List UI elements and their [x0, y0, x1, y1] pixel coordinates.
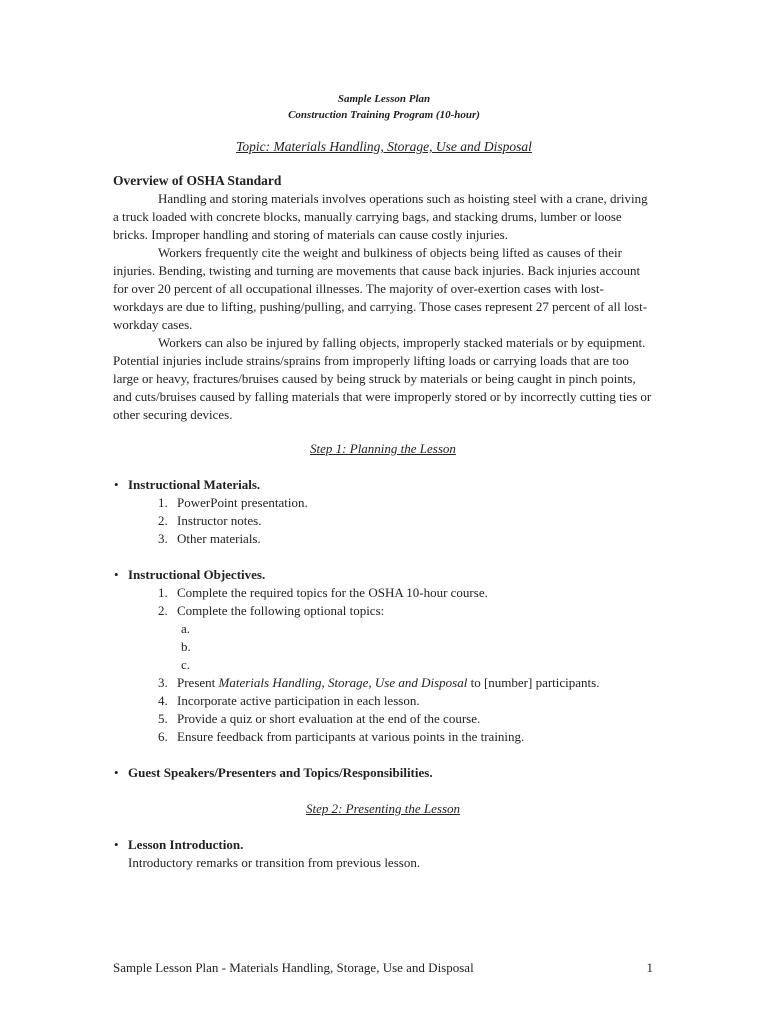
topic-heading: Topic: Materials Handling, Storage, Use and Disposal	[236, 139, 532, 154]
guest-speakers-heading: • Guest Speakers/Presenters and Topics/Responsibilities.	[113, 764, 653, 782]
document-body	[113, 172, 653, 872]
list-item: 3. Other materials.	[158, 531, 261, 546]
doc-header-title: Sample Lesson Plan	[337, 93, 431, 105]
step2-heading: Step 2: Presenting the Lesson	[305, 801, 461, 816]
lesson-intro-heading: • Lesson Introduction.	[113, 836, 653, 854]
overview-paragraph-3: Workers can also be injured by falling objects, improperly stacked materials or by equipment. Potential injuries include strains/sprains from improperly lifting loads or carrying loads that are too large or heavy, fractures/bruises caused by being struck by materials or being caught in pinch points, and cuts/bruises caused by falling materials that were improperly stored or by incorrectly cutting ties or other securing devices.	[113, 335, 652, 422]
list-item: 2. Complete the following optional topics:	[158, 603, 385, 618]
list-item: 6. Ensure feedback from participants at various points in the training.	[158, 729, 525, 744]
step1-heading: Step 1: Planning the Lesson	[310, 441, 456, 456]
doc-header-subtitle: Construction Training Program (10-hour)	[288, 109, 480, 121]
list-item: 5. Provide a quiz or short evaluation at the end of the course.	[158, 711, 481, 726]
sub-item: a.	[181, 621, 191, 636]
materials-list	[113, 494, 653, 548]
list-item: 1. Complete the required topics for the OSHA 10-hour course.	[158, 585, 488, 600]
page-footer	[113, 960, 653, 976]
lesson-intro-text: Introductory remarks or transition from previous lesson.	[128, 855, 421, 870]
sub-item: c.	[181, 657, 191, 672]
list-item: 3. Present Materials Handling, Storage, Use and Disposal to [number] participants.	[158, 675, 600, 690]
sub-item: b.	[181, 639, 191, 654]
materials-heading: • Instructional Materials.	[113, 476, 653, 494]
list-item: 4. Incorporate active participation in each lesson.	[158, 693, 420, 708]
overview-paragraph-1: Handling and storing materials involves operations such as hoisting steel with a crane, driving a truck loaded with concrete blocks, manually carrying bags, and stacking drums, lumber or loose bricks. Improper handling and storing of materials can cause costly injuries.	[113, 191, 648, 242]
page-number: 1	[646, 960, 653, 975]
list-item: 2. Instructor notes.	[158, 513, 262, 528]
list-item: 1. PowerPoint presentation.	[158, 495, 308, 510]
overview-title: Overview of OSHA Standard	[113, 173, 282, 188]
footer-text: Sample Lesson Plan - Materials Handling, Storage, Use and Disposal	[113, 960, 474, 975]
objectives-list	[113, 584, 653, 746]
overview-paragraph-2: Workers frequently cite the weight and bulkiness of objects being lifted as causes of their injuries. Bending, twisting and turning are movements that cause back injuries. Back injuries account for over 20 percent of all occupational illnesses. The majority of over-exertion cases with lost-workdays are due to lifting, pushing/pulling, and carrying. Those cases represent 27 percent of all lost-workday cases.	[113, 245, 648, 332]
objectives-heading: • Instructional Objectives.	[113, 566, 653, 584]
